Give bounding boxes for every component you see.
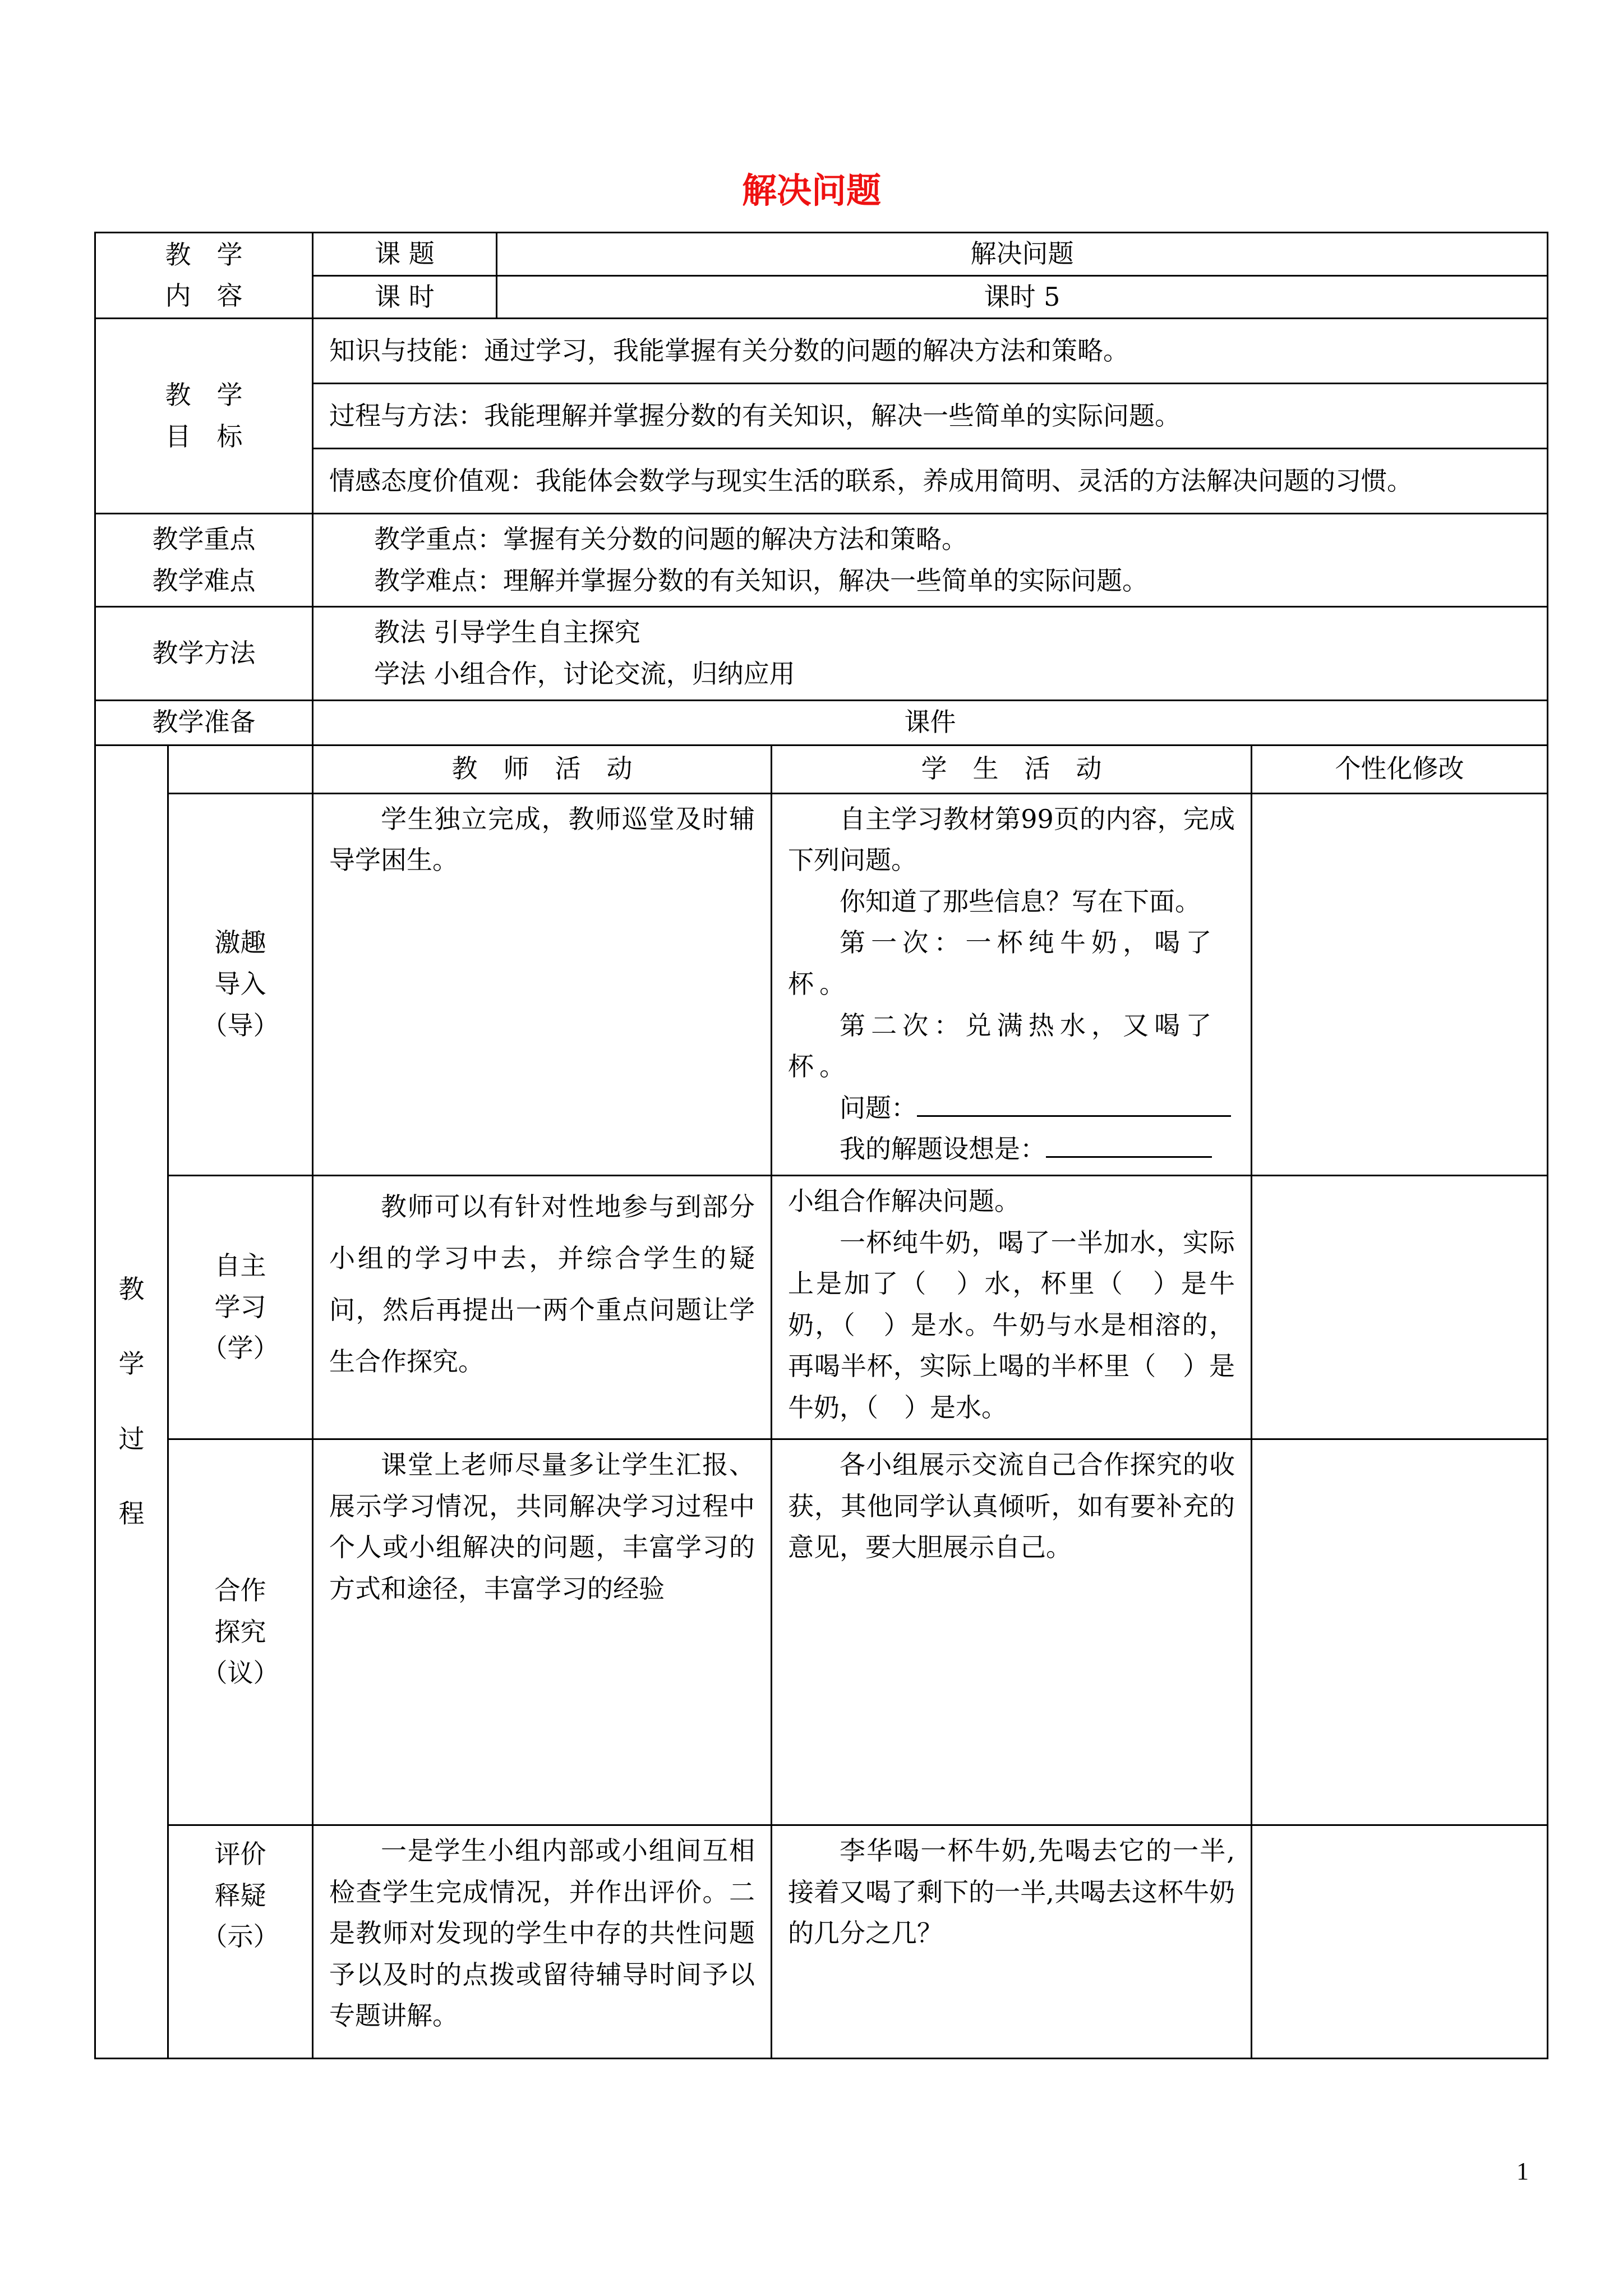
personal-modification-cell <box>1252 1439 1548 1825</box>
teaching-goals-label: 教 学 目 标 <box>95 319 313 514</box>
student-activity: 小组合作解决问题。 一杯纯牛奶，喝了一半加水，实际上是加了（ ）水，杯里（ ）是牛奶，（ ）是水。牛奶与水是相溶的，再喝半杯，实际上喝的半杯里（ ）是牛奶，（ ）是水。 <box>772 1175 1252 1439</box>
goal-attitude: 情感态度价值观：我能体会数学与现实生活的联系，养成用简明、灵活的方法解决问题的习惯。 <box>313 449 1548 514</box>
answer-blank <box>917 1089 1231 1117</box>
teacher-activity: 教师可以有针对性地参与到部分小组的学习中去，并综合学生的疑问，然后再提出一两个重点问题让学生合作探究。 <box>313 1175 772 1439</box>
preparation-label: 教学准备 <box>95 700 313 745</box>
personal-modification-cell <box>1252 793 1548 1175</box>
stage-header-blank <box>168 745 313 793</box>
student-activity-header: 学 生 活 动 <box>772 745 1252 793</box>
teaching-process-label: 教 学 过 程 <box>95 745 168 2058</box>
goal-knowledge: 知识与技能：通过学习，我能掌握有关分数的问题的解决方法和策略。 <box>313 319 1548 384</box>
teacher-activity: 学生独立完成，教师巡堂及时辅导学困生。 <box>313 793 772 1175</box>
teaching-methods-content <box>313 607 1548 700</box>
stage-name: 评价 释疑 （示） <box>168 1825 313 2058</box>
personal-modification-cell <box>1252 1175 1548 1439</box>
student-activity: 自主学习教材第99页的内容，完成下列问题。 你知道了那些信息？写在下面。 第一次：一杯纯牛奶，喝了杯。 第二次：兑满热水，又喝了杯。 问题： 我的解题设想是： <box>772 793 1252 1175</box>
student-activity: 各小组展示交流自己合作探究的收获，其他同学认真倾听，如有要补充的意见，要大胆展示自己。 <box>772 1439 1252 1825</box>
goal-process: 过程与方法：我能理解并掌握分数的有关知识，解决一些简单的实际问题。 <box>313 384 1548 449</box>
teaching-method: 教法 引导学生自主探究 <box>374 617 640 648</box>
teaching-methods-label: 教学方法 <box>95 607 313 700</box>
stage-name: 合作 探究 （议） <box>168 1439 313 1825</box>
teacher-activity-header: 教 师 活 动 <box>313 745 772 793</box>
preparation-value: 课件 <box>313 700 1548 745</box>
answer-blank <box>1046 1130 1212 1158</box>
difficult-point: 教学难点：理解并掌握分数的有关知识，解决一些简单的实际问题。 <box>374 565 1148 596</box>
period-value: 课时 5 <box>497 275 1548 319</box>
teacher-activity: 课堂上老师尽量多让学生汇报、展示学习情况，共同解决学习过程中个人或小组解决的问题，丰富学习的方式和途径，丰富学习的经验 <box>313 1439 772 1825</box>
learning-method: 学法 小组合作，讨论交流，归纳应用 <box>374 658 795 689</box>
topic-label: 课 题 <box>313 233 497 276</box>
page-number: 1 <box>1516 2157 1529 2185</box>
lesson-plan-table <box>94 232 1548 2059</box>
key-point: 教学重点：掌握有关分数的问题的解决方法和策略。 <box>374 524 967 555</box>
student-activity: 李华喝一杯牛奶,先喝去它的一半,接着又喝了剩下的一半,共喝去这杯牛奶的几分之几？ <box>772 1825 1252 2058</box>
teaching-content-label: 教 学 内 容 <box>95 233 313 319</box>
personal-modification-cell <box>1252 1825 1548 2058</box>
key-points-content <box>313 514 1548 607</box>
stage-name: 自主 学习 （学） <box>168 1175 313 1439</box>
topic-value: 解决问题 <box>497 233 1548 276</box>
document-title: 解决问题 <box>741 170 881 211</box>
teacher-activity: 一是学生小组内部或小组间互相检查学生完成情况，并作出评价。二是教师对发现的学生中存的共性问题予以及时的点拨或留待辅导时间予以专题讲解。 <box>313 1825 772 2058</box>
period-label: 课 时 <box>313 275 497 319</box>
personal-modification-header: 个性化修改 <box>1252 745 1548 793</box>
stage-name: 激趣 导入 （导） <box>168 793 313 1175</box>
key-points-label: 教学重点 教学难点 <box>95 514 313 607</box>
